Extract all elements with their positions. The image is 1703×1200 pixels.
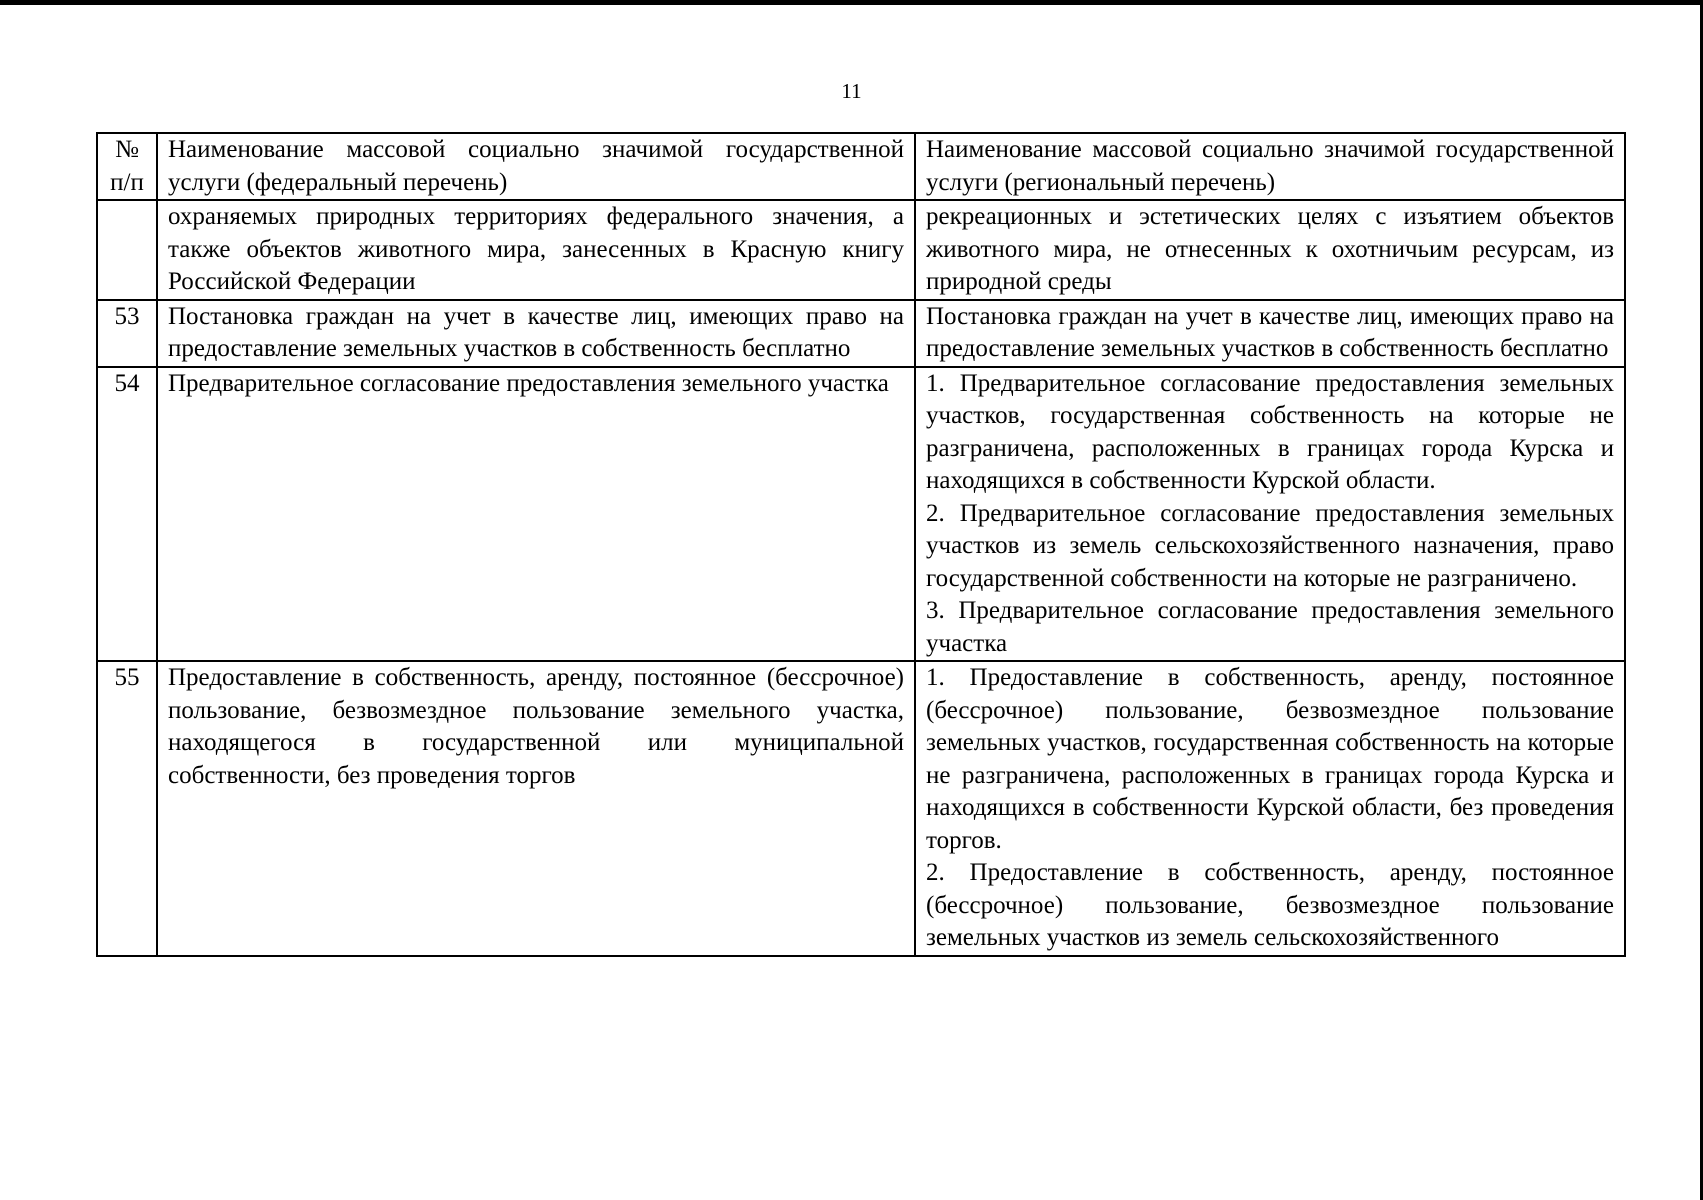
- regional-service-paragraph: Постановка граждан на учет в качестве лиц, имеющих право на предоставление земельных участков в собственность бесплатно: [926, 302, 1614, 362]
- regional-service-paragraph: рекреационных и эстетических целях с изъятием объектов животного мира, не отнесенных к охотничьим ресурсам, из природной среды: [926, 203, 1614, 295]
- row-number-cell: 53: [97, 300, 157, 367]
- regional-service-cell: [915, 200, 1625, 300]
- federal-service-cell: Предоставление в собственность, аренду, постоянное (бессрочное) пользование, безвозмездное пользование земельного участка, находящегося в государственной или муниципальной собственности, без проведения торгов: [157, 661, 915, 956]
- regional-service-paragraph: 2. Предварительное согласование предоставления земельных участков из земель сельскохозяйственного назначения, право государственной собственности на которые не разграничено.: [926, 499, 1614, 592]
- regional-service-cell: [915, 661, 1625, 956]
- page-number: 11: [841, 79, 862, 103]
- regional-service-paragraph: 3. Предварительное согласование предоставления земельного участка: [926, 597, 1614, 657]
- header-federal-cell: Наименование массовой социально значимой государственной услуги (федеральный перечень): [157, 133, 915, 200]
- table-row: [97, 661, 1625, 956]
- header-regional-cell: Наименование массовой социально значимой государственной услуги (региональный перечень): [915, 133, 1625, 200]
- federal-service-cell: охраняемых природных территориях федерального значения, а также объектов животного мира, занесенных в Красную книгу Российской Федерации: [157, 200, 915, 300]
- table-row: [97, 367, 1625, 662]
- row-number-cell: [97, 200, 157, 300]
- regional-service-paragraph: 1. Предоставление в собственность, аренду, постоянное (бессрочное) пользование, безвозмездное пользование земельных участков, государственная собственность на которые не разграничена, расположенных в границах города Курска и находящихся в собственности Курской области, без проведения торгов.: [926, 664, 1614, 854]
- services-table: [96, 132, 1626, 957]
- table-header-row: [97, 133, 1625, 200]
- row-number-cell: 55: [97, 661, 157, 956]
- regional-service-cell: [915, 367, 1625, 662]
- header-num-cell: № п/п: [97, 133, 157, 200]
- row-number-cell: 54: [97, 367, 157, 662]
- regional-service-cell: [915, 300, 1625, 367]
- scan-border-top: [0, 0, 1703, 5]
- table-row: [97, 200, 1625, 300]
- table-row: [97, 300, 1625, 367]
- regional-service-paragraph: 1. Предварительное согласование предоставления земельных участков, государственная собственность на которые не разграничена, расположенных в границах города Курска и находящихся в собственности Курской области.: [926, 369, 1614, 494]
- federal-service-cell: Постановка граждан на учет в качестве лиц, имеющих право на предоставление земельных участков в собственность бесплатно: [157, 300, 915, 367]
- regional-service-paragraph: 2. Предоставление в собственность, аренду, постоянное (бессрочное) пользование, безвозмездное пользование земельных участков из земель сельскохозяйственного: [926, 859, 1614, 951]
- federal-service-cell: Предварительное согласование предоставления земельного участка: [157, 367, 915, 662]
